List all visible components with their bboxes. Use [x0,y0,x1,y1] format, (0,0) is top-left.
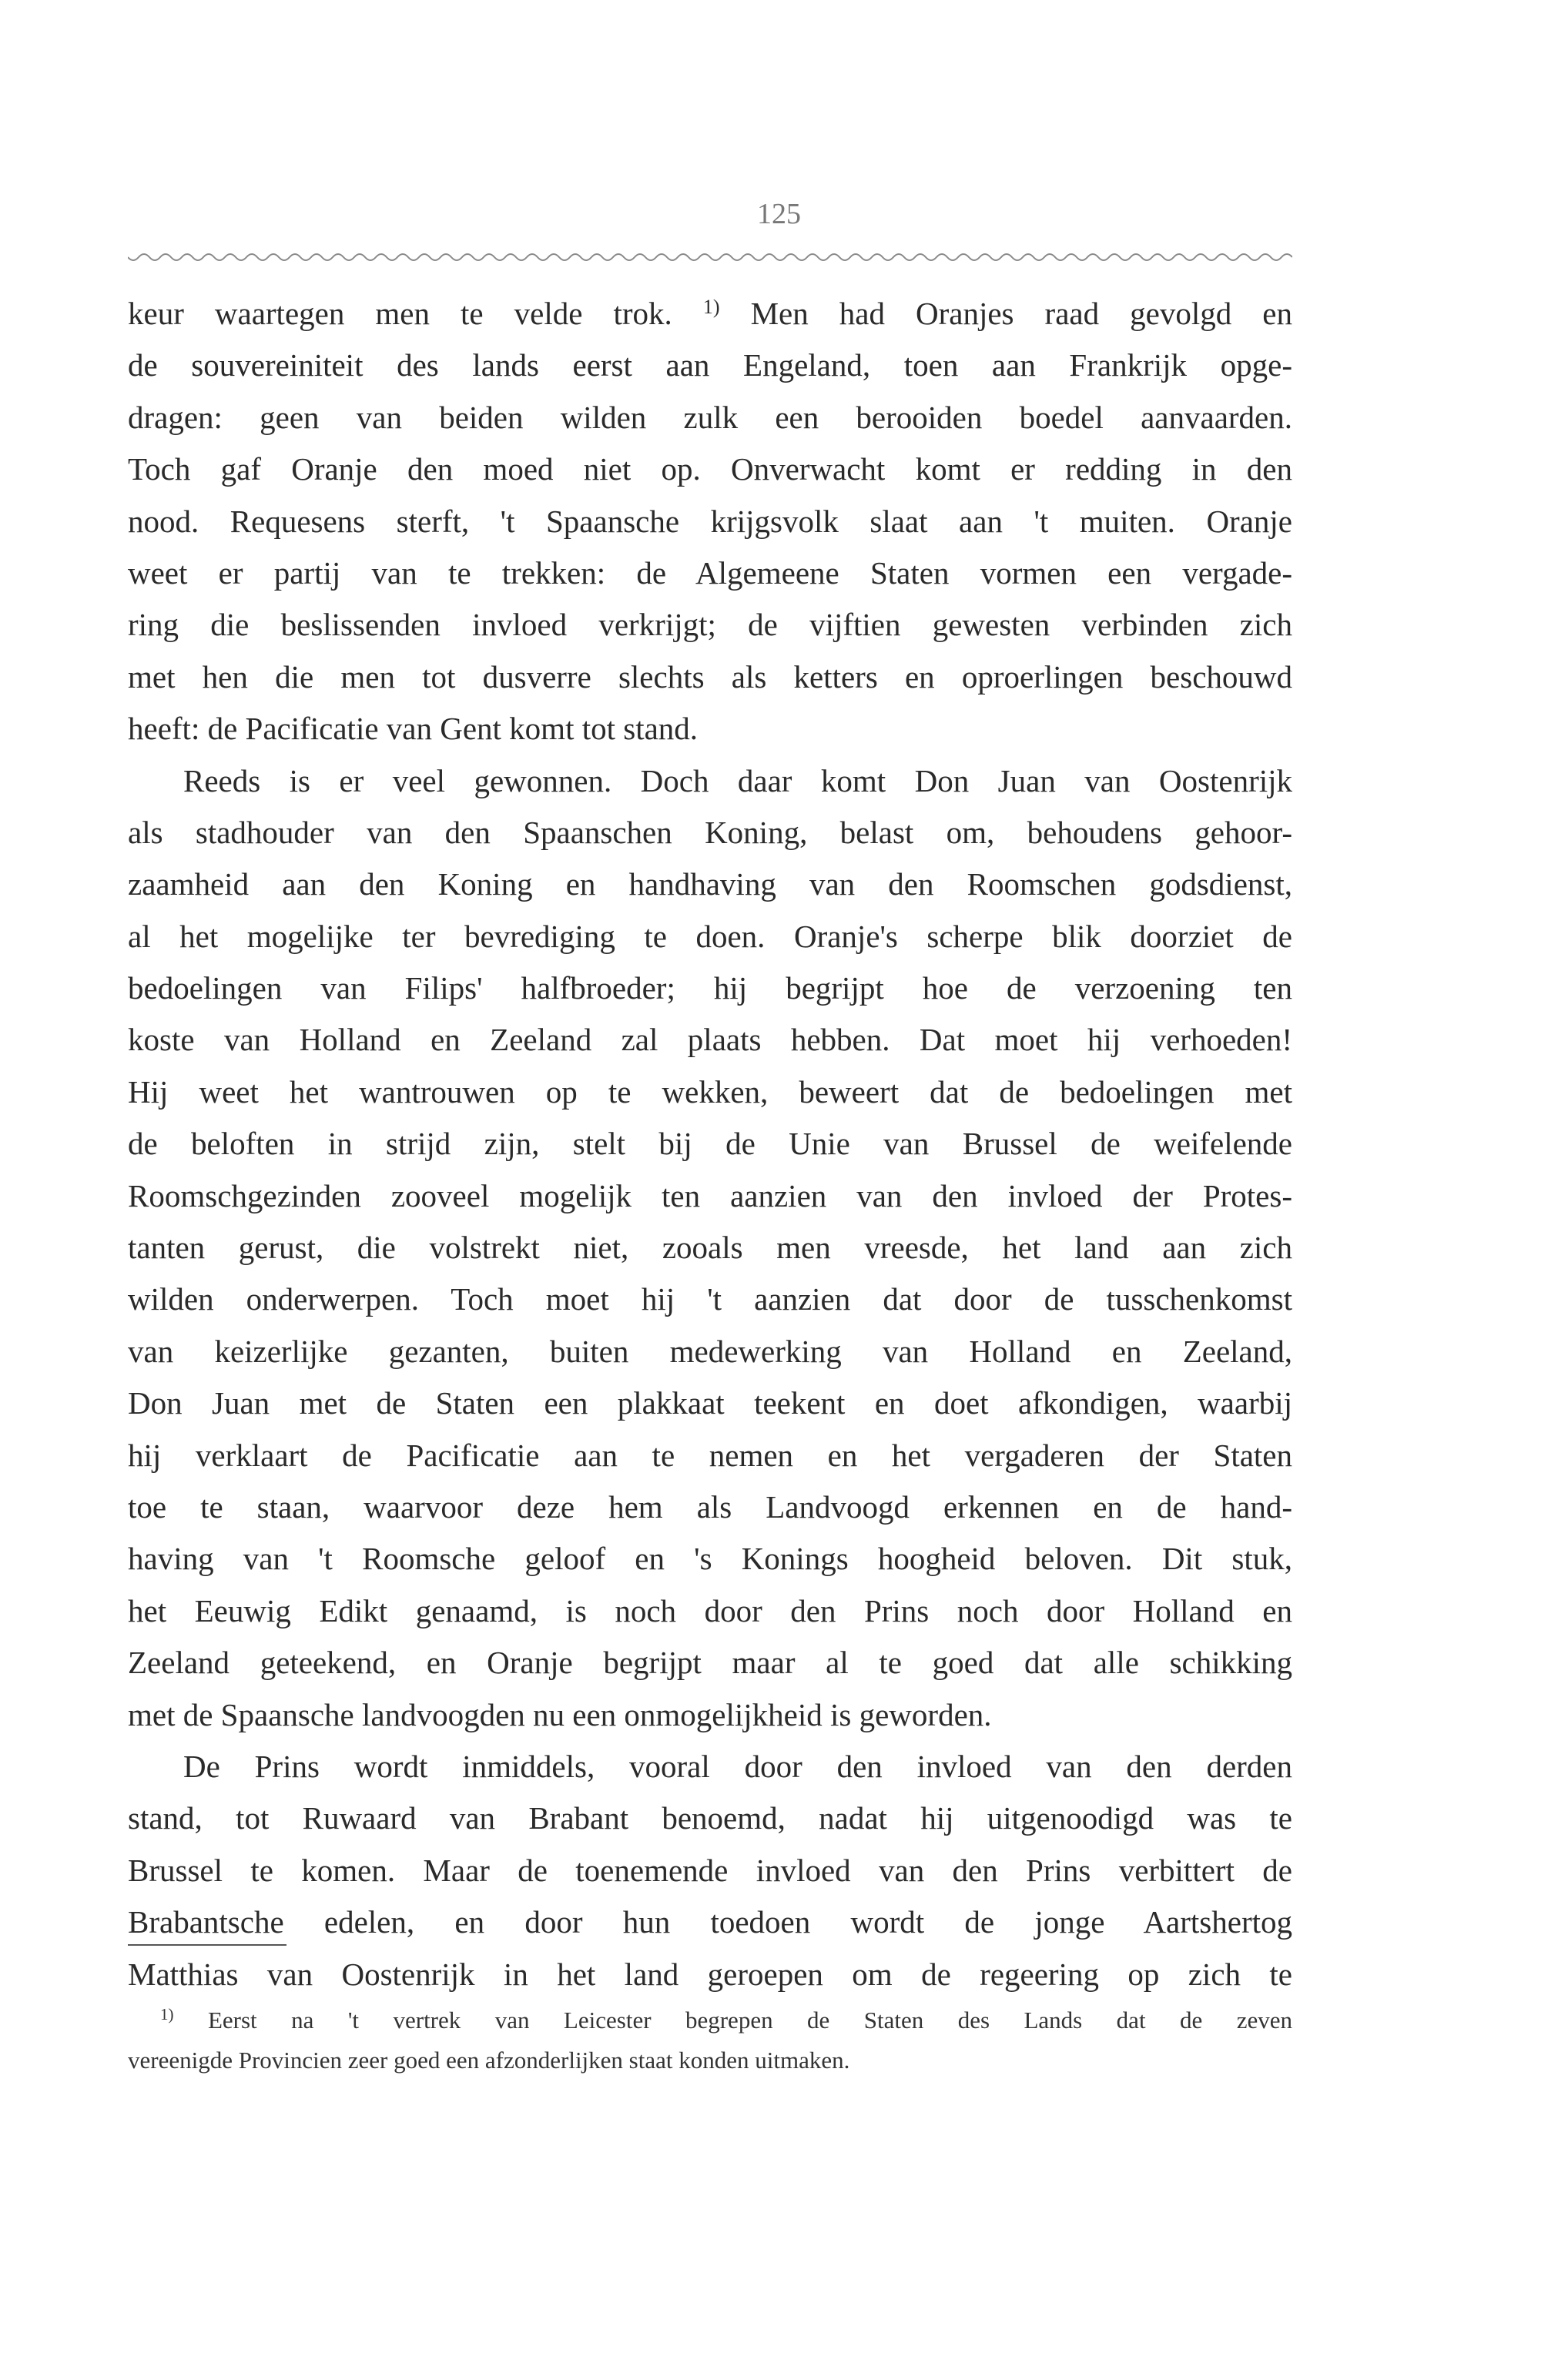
text-line: met hen die men tot dusverre slechts als ketters en oproerlingen beschouwd [128,658,1292,695]
text-line: toe te staan, waarvoor deze hem als Landvoogd erkennen en de hand- [128,1488,1292,1525]
text-line: het Eeuwig Edikt genaamd, is noch door den Prins noch door Holland en [128,1592,1292,1629]
text-line: koste van Holland en Zeeland zal plaats hebben. Dat moet hij verhoeden! [128,1022,1292,1058]
text-line: Zeeland geteekend, en Oranje begrijpt maar al te goed dat alle schikking [128,1645,1292,1681]
text-line: al het mogelijke ter bevrediging te doen. Oranje's scherpe blik doorziet de [128,918,1292,954]
text-line: met de Spaansche landvoogden nu een onmogelijkheid is geworden. [128,1696,992,1732]
text-line: de beloften in strijd zijn, stelt bij de Unie van Brussel de weifelende [128,1126,1292,1162]
text-line: Brabantsche edelen, en door hun toedoen wordt de jonge Aartshertog [128,1904,1292,1940]
text-line: dragen: geen van beiden wilden zulk een berooiden boedel aanvaarden. [128,399,1292,435]
text-line: tanten gerust, die volstrekt niet, zooals men vreesde, het land aan zich [128,1230,1292,1266]
body-text [128,288,1292,2000]
text-line: Toch gaf Oranje den moed niet op. Onverwacht komt er redding in den [128,451,1292,487]
footnote-separator [128,1944,286,1946]
page-number: 125 [757,198,801,230]
footnote-reference: 1) [702,296,720,318]
text-line: hij verklaart de Pacificatie aan te nemen en het vergaderen der Staten [128,1437,1292,1473]
text-line: ring die beslissenden invloed verkrijgt; de vijftien gewesten verbinden zich [128,607,1292,643]
text-line: Matthias van Oostenrijk in het land geroepen om de regeering op zich te [128,1956,1292,1992]
footnote-line: $^{1)}$ Eerst na 't vertrek van Leicester begrepen de Staten des Lands dat de zeven [160,2005,1293,2034]
footnote-mark: 1) [160,2005,174,2024]
text-line: als stadhouder van den Spaanschen Koning, belast om, behoudens gehoor- [128,814,1292,850]
footnote [128,2000,1292,2080]
text-line: having van 't Roomsche geloof en 's Konings hoogheid beloven. Dit stuk, [128,1541,1292,1577]
text-line: bedoelingen van Filips' halfbroeder; hij begrijpt hoe de verzoening ten [128,970,1292,1006]
text-line: Roomschgezinden zooveel mogelijk ten aanzien van den invloed der Protes- [128,1177,1292,1213]
text-line: wilden onderwerpen. Toch moet hij 't aanzien dat door de tusschenkomst [128,1281,1292,1317]
text-line: Don Juan met de Staten een plakkaat teekent en doet afkondigen, waarbij [128,1385,1292,1421]
text-line: De Prins wordt inmiddels, vooral door den invloed van den derden [183,1748,1292,1784]
text-line: de souvereiniteit des lands eerst aan Engeland, toen aan Frankrijk opge- [128,347,1292,383]
text-line: Brussel te komen. Maar de toenemende invloed van den Prins verbittert de [128,1852,1292,1888]
footnote-line: vereenigde Provincien zeer goed een afzonderlijken staat konden uitmaken. [128,2047,850,2074]
text-line: van keizerlijke gezanten, buiten medewerking van Holland en Zeeland, [128,1333,1292,1369]
text-line: weet er partij van te trekken: de Algemeene Staten vormen een vergade- [128,554,1292,591]
text-line: nood. Requesens sterft, 't Spaansche krijgsvolk slaat aan 't muiten. Oranje [128,503,1292,539]
text-line: Hij weet het wantrouwen op te wekken, beweert dat de bedoelingen met [128,1073,1292,1110]
text-line: Reeds is er veel gewonnen. Doch daar komt Don Juan van Oostenrijk [183,762,1292,798]
text-line: zaamheid aan den Koning en handhaving van den Roomschen godsdienst, [128,866,1292,902]
header-ornament-rule [128,248,1292,266]
text-line: keur waartegen men te velde trok. $^{1)}$ Men had Oranjes raad gevolgd en [128,296,1292,331]
text-line: heeft: de Pacificatie van Gent komt tot stand. [128,711,699,747]
text-line: stand, tot Ruwaard van Brabant benoemd, nadat hij uitgenoodigd was te [128,1800,1292,1836]
